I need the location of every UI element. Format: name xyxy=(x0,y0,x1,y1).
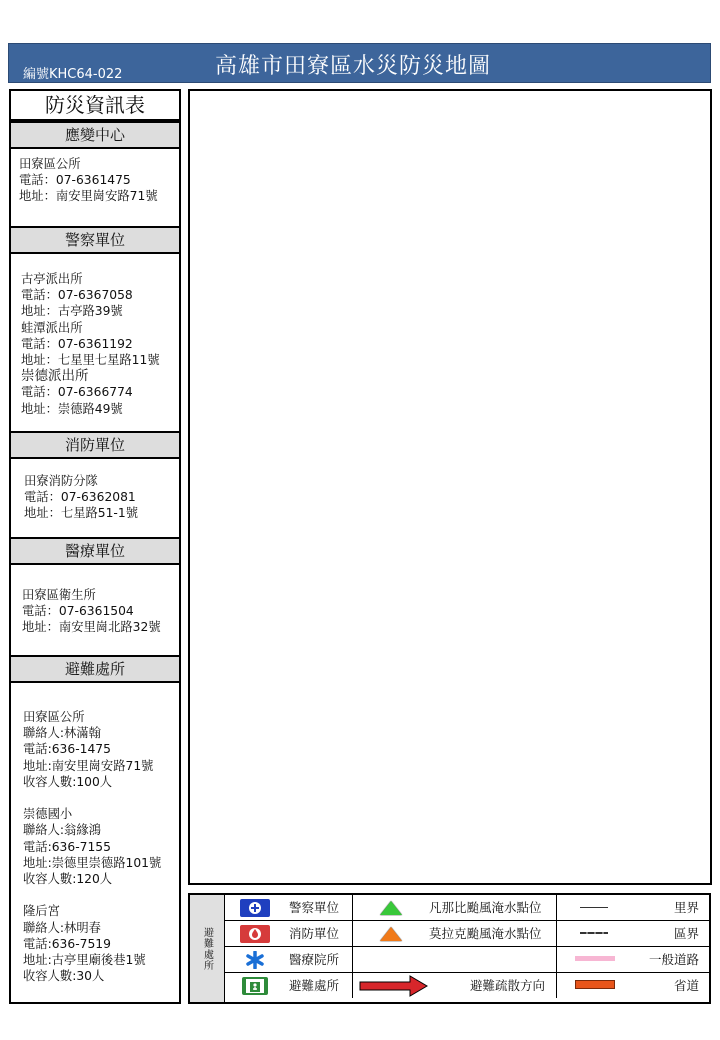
divider xyxy=(556,947,557,972)
divider xyxy=(352,973,353,998)
medical-icon xyxy=(240,951,270,969)
text-line: 電話:636-7519 xyxy=(23,936,111,951)
green-triangle-icon xyxy=(380,901,402,915)
legend-row xyxy=(225,947,709,973)
text-line: 地址：南安里崗安路71號 xyxy=(19,189,158,204)
general-road-line xyxy=(575,956,615,961)
legend-row xyxy=(225,895,709,921)
title-banner xyxy=(8,43,711,83)
police-icon xyxy=(240,899,270,917)
divider xyxy=(556,921,557,946)
section-body-medical xyxy=(22,587,161,636)
text-line: 地址：七星里七星路11號 xyxy=(21,353,160,368)
legend-label: 避難疏散方向 xyxy=(470,978,546,993)
section-heading-police: 警察單位 xyxy=(11,226,179,254)
legend-label: 省道 xyxy=(673,978,699,993)
section-heading-emergency: 應變中心 xyxy=(11,121,179,149)
orange-triangle-icon xyxy=(380,927,402,941)
text-line: 聯絡人:林明春 xyxy=(23,920,101,935)
map-code: 編號KHC64-022 xyxy=(23,67,123,82)
info-panel-title: 防災資訊表 xyxy=(11,91,179,121)
text-line: 收容人數:30人 xyxy=(23,969,105,984)
legend-label: 醫療院所 xyxy=(289,952,340,967)
legend-label: 區界 xyxy=(673,926,699,941)
text-line: 電話：07-6361475 xyxy=(19,173,131,188)
text-line: 電話：07-6366774 xyxy=(21,385,133,400)
text-line: 電話:636-1475 xyxy=(23,742,111,757)
divider xyxy=(352,895,353,920)
legend-label: 里界 xyxy=(673,900,699,915)
text-line: 地址：七星路51-1號 xyxy=(24,506,138,521)
text-line: 蛙潭派出所 xyxy=(21,320,83,335)
text-line: 地址：古亭路39號 xyxy=(21,304,123,319)
text-line: 地址：南安里崗北路32號 xyxy=(22,620,161,635)
evacuation-arrow-icon xyxy=(359,975,429,1001)
text-line: 崇德國小 xyxy=(23,807,73,822)
section-body-police xyxy=(21,271,160,417)
text-line: 崇德派出所 xyxy=(21,368,89,385)
shelter-icon xyxy=(242,977,268,995)
text-line: 田寮區公所 xyxy=(19,157,81,171)
text-line: 收容人數:100人 xyxy=(23,774,113,789)
divider xyxy=(556,895,557,920)
text-line: 田寮區衛生所 xyxy=(22,588,96,602)
fire-icon xyxy=(240,925,270,943)
divider xyxy=(556,973,557,998)
text-line: 田寮區公所 xyxy=(23,710,85,724)
legend-label: 警察單位 xyxy=(289,900,340,915)
district-boundary-line xyxy=(580,932,608,934)
legend-label: 莫拉克颱風淹水點位 xyxy=(429,926,542,941)
text-line: 地址:崇德里崇德路101號 xyxy=(23,855,162,870)
section-body-emergency xyxy=(19,156,158,205)
legend xyxy=(188,893,711,1004)
legend-label: 凡那比颱風淹水點位 xyxy=(429,900,542,915)
text-line: 收容人數:120人 xyxy=(23,872,113,887)
text-line: 地址:古亭里廟後巷1號 xyxy=(23,953,146,968)
section-heading-fire: 消防單位 xyxy=(11,431,179,459)
text-line: 聯絡人:林滿翰 xyxy=(23,726,101,741)
divider xyxy=(352,921,353,946)
section-heading-shelter: 避難處所 xyxy=(11,655,179,683)
section-body-fire xyxy=(24,473,138,522)
text-line: 田寮消防分隊 xyxy=(24,474,98,488)
text-line: 古亭派出所 xyxy=(21,272,83,286)
page-title: 高雄市田寮區水災防災地圖 xyxy=(215,54,492,79)
legend-row xyxy=(225,973,709,998)
map-area xyxy=(188,89,712,885)
legend-label: 一般道路 xyxy=(648,952,699,967)
provincial-road-line xyxy=(575,980,615,989)
text-line xyxy=(23,887,161,903)
divider xyxy=(352,947,353,972)
text-line: 地址:南安里崗安路71號 xyxy=(23,758,154,773)
section-heading-medical: 醫療單位 xyxy=(11,537,179,565)
text-line: 聯絡人:翁緣鴻 xyxy=(23,823,101,838)
li-boundary-line xyxy=(580,907,608,908)
text-line: 地址：崇德路49號 xyxy=(21,401,123,416)
text-line: 電話：07-6361192 xyxy=(21,336,133,351)
text-line: 隆后宮 xyxy=(23,904,60,919)
text-line xyxy=(23,790,161,806)
text-line: 電話:636-7155 xyxy=(23,839,111,854)
section-body-shelter xyxy=(23,709,161,984)
legend-label: 消防單位 xyxy=(289,926,340,941)
text-line: 電話：07-6362081 xyxy=(24,490,136,505)
text-line: 電話：07-6361504 xyxy=(22,604,134,619)
legend-row xyxy=(225,921,709,947)
legend-label: 避難處所 xyxy=(289,978,340,993)
legend-side-label: 避難處所 xyxy=(190,895,225,1002)
info-panel xyxy=(9,89,181,1004)
text-line: 電話：07-6367058 xyxy=(21,288,133,303)
